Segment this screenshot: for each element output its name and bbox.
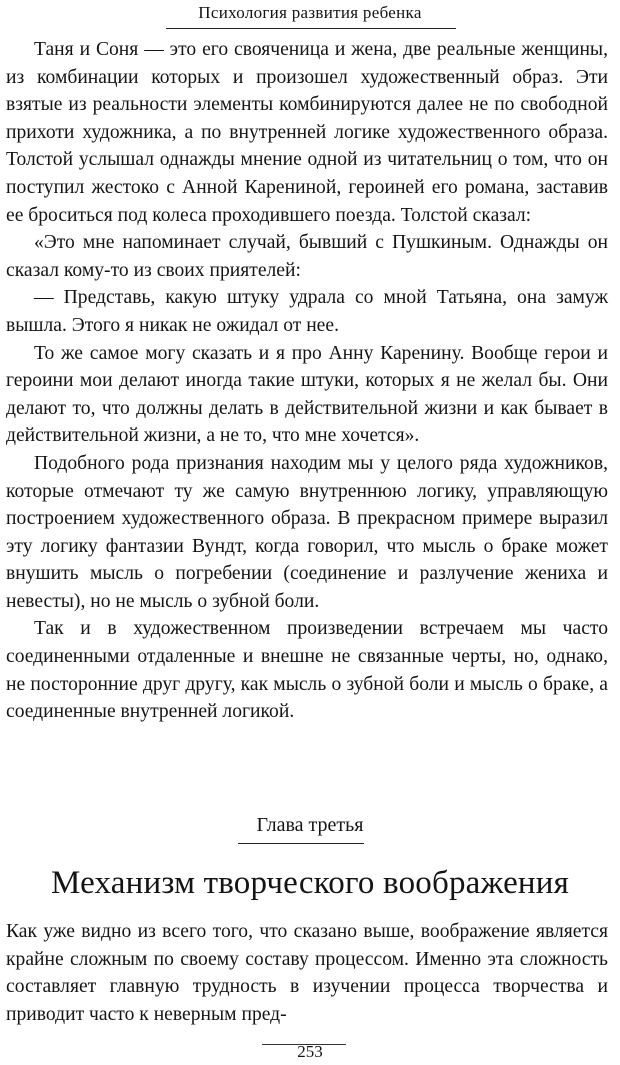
main-text-block (6, 36, 608, 726)
chapter-label-rule (238, 843, 364, 844)
running-head-rule (166, 28, 456, 29)
paragraph-3: — Представь, какую штуку удрала со мной Татьяна, она замуж вышла. Этого я никак не ожидал от нее. (6, 287, 608, 336)
paragraph-2: «Это мне напоминает случай, бывший с Пушкиным. Однажды он сказал кому-то из своих приятелей: (6, 232, 608, 281)
paragraph-6: Так и в художественном произведении встречаем мы часто соединенными отдаленные и внешне не связанные черты, но, однако, не посторонние друг другу, как мысль о зубной боли и мысль о браке, а соединенные внутренней логикой. (6, 618, 608, 723)
paragraph-5: Подобного рода признания находим мы у целого ряда художников, которые отмечают ту же самую внутреннюю логику, управляющую построением художественного образа. В прекрасном примере выразил эту логику фантазии Вундт, когда говорил, что мысль о браке может внушить мысль о погребении (соединение и разлучение жениха и невесты), но не мысль о зубной боли. (6, 452, 608, 612)
chapter-label: Глава третья (256, 814, 364, 836)
chapter-text-block (6, 918, 608, 1028)
paragraph-4: То же самое могу сказать и я про Анну Каренину. Вообще герои и героини мои делают иногда такие штуки, которых я не желал бы. Они делают то, что должны делать в действительной жизни и как бывает в действительной жизни, а не то, что мне хочется». (6, 342, 608, 447)
chapter-title: Механизм творческого воображения (50, 865, 570, 901)
page-number: 253 (297, 1042, 323, 1061)
chapter-paragraph-1: Как уже видно из всего того, что сказано выше, воображение является крайне сложным по своему составу процессом. Именно эта сложность составляет главную трудность в изучении процесса творчества и приводит часто к неверным пред- (6, 921, 608, 1025)
paragraph-1: Таня и Соня — это его свояченица и жена, две реальные женщины, из комбинации которых и произошел художественный образ. Эти взятые из реальности элементы комбинируются далее не по свободной прихоти художника, а по внутренней логике художественного образа. Толстой услышал однажды мнение одной из читательниц о том, что он поступил жестоко с Анной Карениной, героиней его романа, заставив ее броситься под колеса проходившего поезда. Толстой сказал: (6, 39, 608, 226)
running-head: Психология развития ребенка (198, 3, 422, 22)
